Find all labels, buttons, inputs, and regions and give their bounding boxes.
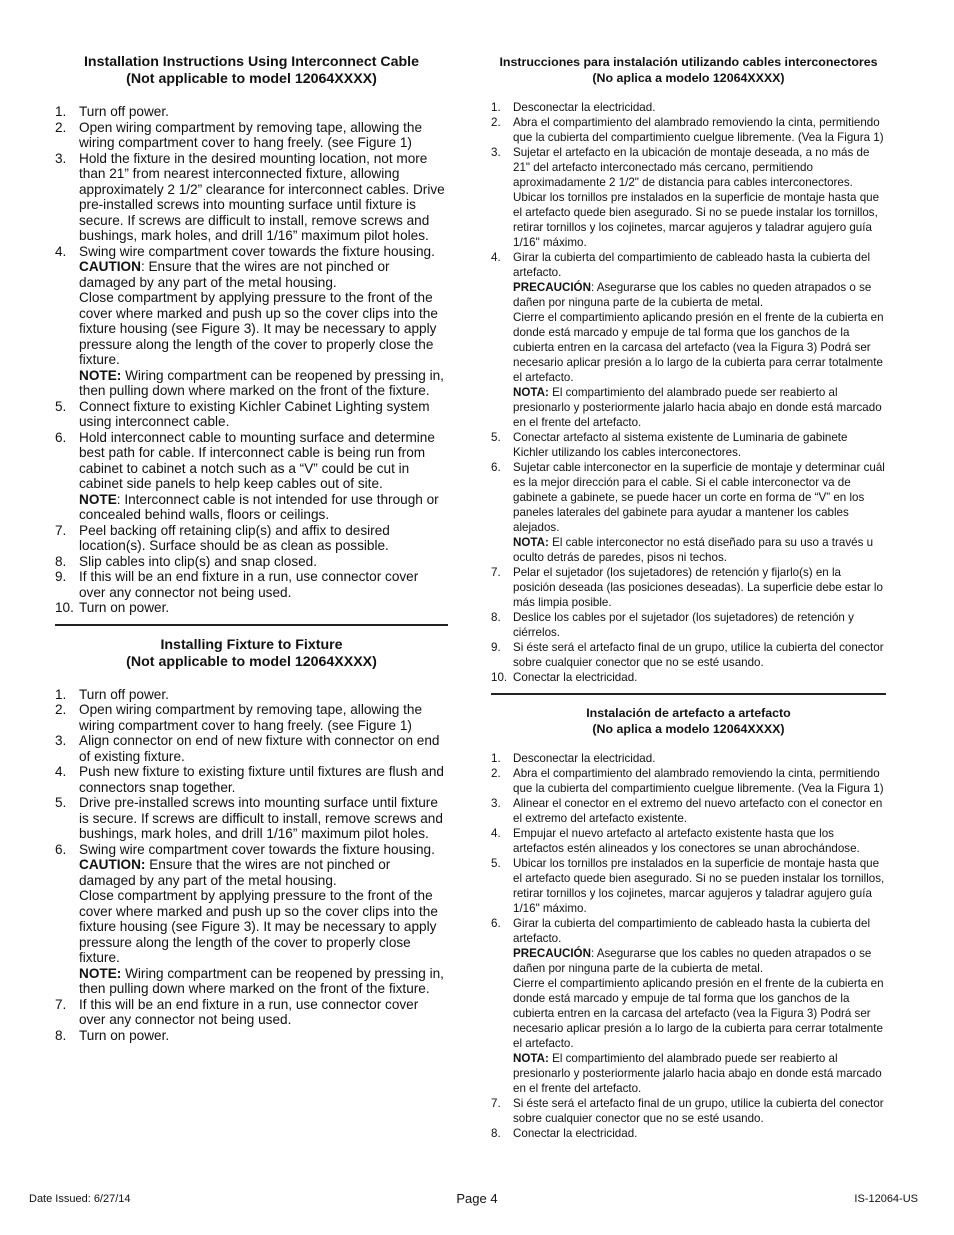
step-text bbox=[79, 430, 448, 523]
close-instructions: Close compartment by applying pressure to the front of the cover where marked and push up so the cover clips into the fixture housing (see Figure 3). It may be necessary to apply pressure along the length of the cover to properly close fixture. bbox=[79, 888, 438, 965]
step-text bbox=[513, 670, 886, 685]
step-number: 2. bbox=[491, 116, 501, 129]
step-number: 4. bbox=[55, 243, 67, 259]
step-number: 7. bbox=[491, 1097, 501, 1110]
step-number: 4. bbox=[491, 827, 501, 840]
step-item bbox=[491, 565, 886, 610]
step-paragraph: Swing wire compartment cover towards the fixture housing. bbox=[79, 243, 435, 259]
step-item bbox=[491, 100, 886, 115]
step-text bbox=[79, 244, 448, 399]
step-text bbox=[513, 100, 886, 115]
step-list bbox=[55, 104, 448, 616]
note-label: NOTE bbox=[79, 491, 117, 507]
section-title-line2: (Not applicable to model 12064XXXX) bbox=[126, 71, 377, 87]
step-item bbox=[55, 430, 448, 523]
step-list bbox=[491, 751, 886, 1141]
step-number: 5. bbox=[491, 431, 501, 444]
note-paragraph bbox=[79, 492, 448, 523]
step-text bbox=[513, 115, 886, 145]
step-text bbox=[79, 1028, 448, 1044]
step-item bbox=[55, 104, 448, 120]
step-item bbox=[491, 766, 886, 796]
step-number: 5. bbox=[491, 857, 501, 870]
step-text bbox=[79, 104, 448, 120]
step-paragraph: Conectar la electricidad. bbox=[513, 1127, 638, 1140]
step-number: 5. bbox=[55, 795, 67, 810]
spanish-interconnect-section bbox=[491, 54, 886, 685]
step-paragraph: Align connector on end of new fixture with connector on end of existing fixture. bbox=[79, 733, 440, 764]
step-paragraph: Connect fixture to existing Kichler Cabinet Lighting system using interconnect cable. bbox=[79, 398, 430, 429]
step-item bbox=[491, 115, 886, 145]
step-paragraph: Girar la cubierta del compartimiento de cableado hasta la cubierta del artefacto. bbox=[513, 251, 871, 279]
step-paragraph: Desconectar la electricidad. bbox=[513, 101, 656, 114]
note-label: NOTA: bbox=[513, 386, 549, 399]
step-item bbox=[55, 795, 448, 842]
section-title bbox=[55, 637, 448, 671]
step-text bbox=[79, 569, 448, 600]
step-text bbox=[513, 430, 886, 460]
step-text bbox=[513, 460, 886, 565]
step-number: 6. bbox=[55, 429, 67, 445]
caution-text: : Asegurarse que los cables no queden atrapados o se dañen por ninguna parte de la cubierta de metal. bbox=[513, 281, 872, 309]
step-number: 7. bbox=[55, 522, 67, 538]
step-paragraph: Pelar el sujetador (los sujetadores) de retención y fijarlo(s) en la posición deseada (las posiciones deseadas). La superficie debe estar lo más limpia posible. bbox=[513, 566, 883, 609]
step-number: 1. bbox=[55, 104, 67, 119]
step-number: 1. bbox=[491, 101, 501, 114]
note-label: NOTE: bbox=[79, 965, 122, 981]
step-item bbox=[55, 399, 448, 430]
step-number: 9. bbox=[55, 569, 67, 584]
section-title-line1: Installation Instructions Using Interconnect Cable bbox=[83, 54, 420, 70]
note-text: : Interconnect cable is not intended for use through or concealed behind walls, floors or ceilings. bbox=[79, 491, 439, 522]
caution-paragraph bbox=[79, 259, 448, 290]
step-text bbox=[79, 554, 448, 570]
step-number: 3. bbox=[491, 797, 501, 810]
step-number: 4. bbox=[55, 764, 67, 779]
step-text bbox=[79, 795, 448, 842]
step-paragraph: Hold interconnect cable to mounting surface and determine best path for cable. If interconnect cable is being run from cabinet to cabinet a notch such as a “V” could be cut in cabinet side panels to help keep cables out of site. bbox=[79, 429, 435, 491]
step-text bbox=[513, 856, 886, 916]
step-item bbox=[491, 826, 886, 856]
step-item bbox=[55, 842, 448, 997]
step-paragraph: Turn off power. bbox=[79, 104, 169, 119]
caution-label: CAUTION bbox=[79, 259, 141, 274]
close-instructions: Cierre el compartimiento aplicando presión en el frente de la cubierta en donde está marcado y empuje de tal forma que los ganchos de la cubierta entren en la carcasa del artefacto (vea la Figura 3) Podrá ser necesario aplicar presión a lo largo de la cubierta para cerrar totalmente el artefacto. bbox=[513, 311, 884, 384]
step-item bbox=[55, 764, 448, 795]
step-paragraph: Girar la cubierta del compartimiento de cableado hasta la cubierta del artefacto. bbox=[513, 917, 871, 945]
step-number: 8. bbox=[491, 1127, 501, 1140]
step-text bbox=[79, 997, 448, 1028]
step-paragraph: Sujetar el artefacto en la ubicación de montaje deseada, a no más de 21" del artefacto interconectado más cercano, permitiendo aproximadamente 2 1/2" de distancia para cables interconectores. Ubicar los tornillos pre instalados en la superficie de montaje hasta que el artefacto quede bien asegurado. Si no se puede instalar los tornillos, retirar tornillos y los cojinetes, marcar agujeros y taladrar agujero guía 1/16" máximo. bbox=[513, 146, 880, 249]
step-text bbox=[513, 145, 886, 250]
step-text bbox=[513, 1126, 886, 1141]
step-paragraph: Deslice los cables por el sujetador (los sujetadores) de retención y ciérrelos. bbox=[513, 611, 854, 639]
note-text: Wiring compartment can be reopened by pressing in, then pulling down where marked on the front of the fixture. bbox=[79, 367, 444, 398]
step-paragraph: Desconectar la electricidad. bbox=[513, 752, 656, 765]
section-title-line2: (No aplica a modelo 12064XXXX) bbox=[592, 722, 785, 736]
step-item bbox=[491, 640, 886, 670]
step-paragraph: If this will be an end fixture in a run, use connector cover over any connector not being used. bbox=[79, 569, 419, 600]
caution-label: PRECAUCIÓN bbox=[513, 947, 591, 960]
step-text bbox=[513, 250, 886, 430]
step-text bbox=[513, 565, 886, 610]
step-item bbox=[491, 916, 886, 1096]
step-text bbox=[513, 916, 886, 1096]
step-text bbox=[79, 702, 448, 733]
step-text bbox=[79, 764, 448, 795]
step-number: 6. bbox=[55, 841, 67, 857]
step-paragraph: If this will be an end fixture in a run, use connector cover over any connector not being used. bbox=[79, 996, 419, 1027]
step-item bbox=[491, 796, 886, 826]
step-item bbox=[491, 250, 886, 430]
close-instructions: Close compartment by applying pressure to the front of the cover where marked and push up so the cover clips into the fixture housing (see Figure 3). It may be necessary to apply pressure along the length of the cover to properly close the fixture. bbox=[79, 290, 438, 367]
step-number: 10. bbox=[55, 600, 74, 615]
step-list bbox=[491, 100, 886, 685]
step-paragraph: Open wiring compartment by removing tape, allowing the wiring compartment cover to hang freely. (see Figure 1) bbox=[79, 119, 423, 150]
step-item bbox=[55, 151, 448, 244]
step-text bbox=[79, 120, 448, 151]
step-item bbox=[55, 1028, 448, 1044]
step-paragraph: Conectar artefacto al sistema existente de Luminaria de gabinete Kichler utilizando los cables interconectores. bbox=[513, 431, 848, 459]
caution-text: Ensure that the wires are not pinched or damaged by any part of the metal housing. bbox=[79, 857, 391, 888]
step-item bbox=[491, 610, 886, 640]
note-paragraph bbox=[513, 385, 886, 430]
note-text: El compartimiento del alambrado puede ser reabierto al presionarlo y posteriormente jalarlo hacia abajo en donde está marcado en el frente del artefacto. bbox=[513, 386, 882, 429]
step-item bbox=[55, 244, 448, 399]
note-paragraph bbox=[513, 535, 886, 565]
caution-text: : Asegurarse que los cables no queden atrapados o se dañen por ninguna parte de la cubierta de metal. bbox=[513, 947, 872, 975]
english-interconnect-section bbox=[55, 54, 448, 616]
step-paragraph: Swing wire compartment cover towards the fixture housing. bbox=[79, 841, 435, 857]
caution-text: : Ensure that the wires are not pinched or damaged by any part of the metal housing. bbox=[79, 259, 390, 290]
step-item bbox=[491, 145, 886, 250]
caution-paragraph bbox=[513, 280, 886, 310]
spanish-column bbox=[491, 54, 886, 1141]
step-item bbox=[55, 997, 448, 1028]
note-paragraph bbox=[79, 368, 448, 399]
step-number: 3. bbox=[55, 733, 67, 748]
step-paragraph: Hold the fixture in the desired mounting location, not more than 21” from nearest interconnected fixture, allowing approximately 2 1/2” clearance for interconnect cables. Drive pre-installed screws into mounting surface until fixture is secure. If screws are difficult to install, remove screws and bushings, mark holes, and drill 1/16” maximum pilot holes. bbox=[79, 150, 445, 243]
step-paragraph: Alinear el conector en el extremo del nuevo artefacto con el conector en el extremo del artefacto existente. bbox=[513, 797, 883, 825]
step-number: 10. bbox=[491, 671, 508, 684]
step-item bbox=[55, 554, 448, 570]
step-list bbox=[55, 687, 448, 1044]
step-paragraph: Open wiring compartment by removing tape, allowing the wiring compartment cover to hang freely. (see Figure 1) bbox=[79, 702, 423, 733]
step-number: 4. bbox=[491, 251, 501, 264]
step-paragraph: Abra el compartimiento del alambrado removiendo la cinta, permitiendo que la cubierta del compartimiento cuelgue libremente. (Vea la Figura 1) bbox=[513, 116, 884, 144]
step-number: 3. bbox=[491, 146, 501, 159]
note-label: NOTE: bbox=[79, 367, 122, 383]
step-item bbox=[491, 670, 886, 685]
caution-paragraph bbox=[79, 857, 448, 888]
step-text bbox=[513, 640, 886, 670]
step-text bbox=[79, 399, 448, 430]
step-text bbox=[513, 796, 886, 826]
step-number: 2. bbox=[55, 702, 67, 717]
step-number: 3. bbox=[55, 150, 67, 166]
step-text bbox=[79, 842, 448, 997]
step-paragraph: Si éste será el artefacto final de un grupo, utilice la cubierta del conector sobre cualquier conector que no se esté usando. bbox=[513, 641, 884, 669]
step-paragraph: Slip cables into clip(s) and snap closed. bbox=[79, 553, 318, 569]
note-paragraph bbox=[79, 966, 448, 997]
step-paragraph: Drive pre-installed screws into mounting surface until fixture is secure. If screws are difficult to install, remove screws and bushings, mark holes, and drill 1/16” maximum pilot holes. bbox=[79, 795, 443, 841]
date-issued: Date Issued: 6/27/14 bbox=[29, 1193, 131, 1205]
step-paragraph: Push new fixture to existing fixture until fixtures are flush and connectors snap together. bbox=[79, 764, 444, 795]
step-number: 6. bbox=[491, 461, 501, 474]
step-number: 6. bbox=[491, 917, 501, 930]
step-number: 8. bbox=[491, 611, 501, 624]
step-item bbox=[55, 733, 448, 764]
step-item bbox=[491, 460, 886, 565]
section-title bbox=[55, 54, 448, 88]
spanish-fixture-to-fixture-section bbox=[491, 705, 886, 1141]
step-number: 2. bbox=[55, 119, 67, 135]
step-item bbox=[491, 856, 886, 916]
step-paragraph: Peel backing off retaining clip(s) and affix to desired location(s). Surface should be as clean as possible. bbox=[79, 522, 390, 553]
step-item bbox=[491, 1096, 886, 1126]
step-item bbox=[55, 702, 448, 733]
step-number: 8. bbox=[55, 553, 67, 569]
note-text: El compartimiento del alambrado puede ser reabierto al presionarlo y posteriormente jalarlo hacia abajo en donde está marcado en el frente del artefacto. bbox=[513, 1052, 882, 1095]
step-text bbox=[513, 766, 886, 796]
step-text bbox=[513, 826, 886, 856]
step-paragraph: Si éste será el artefacto final de un grupo, utilice la cubierta del conector sobre cualquier conector que no se esté usando. bbox=[513, 1097, 884, 1125]
english-fixture-to-fixture-section bbox=[55, 637, 448, 1044]
step-item bbox=[55, 523, 448, 554]
step-paragraph: Sujetar cable interconector en la superficie de montaje y determinar cuál es la mejor dirección para el cable. Si el cable interconector va de gabinete a gabinete, se puede hacer un corte en forma de “V” en los paneles laterales del gabinete para ayudar a mantener los cables alejados. bbox=[513, 461, 885, 534]
section-divider bbox=[55, 624, 448, 626]
section-divider bbox=[491, 693, 886, 695]
step-number: 8. bbox=[55, 1027, 67, 1043]
step-paragraph: Conectar la electricidad. bbox=[513, 671, 638, 684]
step-paragraph: Turn off power. bbox=[79, 686, 169, 702]
step-paragraph: Ubicar los tornillos pre instalados en la superficie de montaje hasta que el artefacto quede bien asegurado. Si no se pueden instalar los tornillos, retirar tornillos y los cojinetes, marcar agujeros y taladrar agujero guía 1/16" máximo. bbox=[513, 857, 885, 915]
caution-label: CAUTION: bbox=[79, 857, 146, 872]
section-title-line1: Instalación de artefacto a artefacto bbox=[586, 706, 791, 720]
step-number: 1. bbox=[491, 752, 501, 765]
step-number: 7. bbox=[55, 996, 67, 1012]
step-number: 5. bbox=[55, 398, 67, 414]
note-text: El cable interconector no está diseñado para su uso a través u oculto detrás de paredes, pisos ni techos. bbox=[513, 536, 874, 564]
step-paragraph: Turn on power. bbox=[79, 600, 170, 615]
note-label: NOTA: bbox=[513, 1052, 549, 1065]
step-item bbox=[55, 569, 448, 600]
section-title-line2: (No aplica a modelo 12064XXXX) bbox=[592, 71, 785, 85]
section-title-line1: Installing Fixture to Fixture bbox=[160, 636, 343, 653]
step-paragraph: Turn on power. bbox=[79, 1027, 170, 1043]
step-item bbox=[491, 1126, 886, 1141]
step-text bbox=[79, 733, 448, 764]
step-text bbox=[79, 523, 448, 554]
page-number: Page 4 bbox=[456, 1191, 498, 1206]
step-text bbox=[513, 751, 886, 766]
step-paragraph: Abra el compartimiento del alambrado removiendo la cinta, permitiendo que la cubierta del compartimiento cuelgue libremente. (Vea la Figura 1) bbox=[513, 767, 884, 795]
section-title bbox=[491, 54, 886, 86]
note-paragraph bbox=[513, 1051, 886, 1096]
step-item bbox=[55, 120, 448, 151]
step-paragraph: Empujar el nuevo artefacto al artefacto existente hasta que los artefactos estén alineados y los conectores se unan abrochándose. bbox=[513, 827, 860, 855]
step-text bbox=[79, 600, 448, 616]
document-id: IS-12064-US bbox=[854, 1193, 918, 1205]
caution-label: PRECAUCIÓN bbox=[513, 281, 591, 294]
section-title-line1: Instrucciones para instalación utilizando cables interconectores bbox=[499, 55, 878, 69]
step-item bbox=[491, 751, 886, 766]
close-instructions: Cierre el compartimiento aplicando presión en el frente de la cubierta en donde está marcado y empuje de tal forma que los ganchos de la cubierta entren en la carcasa del artefacto (vea la Figura 3) Podrá ser necesario aplicar presión a lo largo de la cubierta para cerrar totalmente el artefacto. bbox=[513, 977, 884, 1050]
note-text: Wiring compartment can be reopened by pressing in, then pulling down where marked on the front of the fixture. bbox=[79, 965, 444, 996]
step-item bbox=[55, 600, 448, 616]
step-text bbox=[79, 151, 448, 244]
english-column bbox=[55, 54, 448, 1043]
step-number: 7. bbox=[491, 566, 501, 579]
caution-paragraph bbox=[513, 946, 886, 976]
note-label: NOTA: bbox=[513, 536, 549, 549]
step-number: 9. bbox=[491, 641, 501, 654]
step-text bbox=[513, 610, 886, 640]
section-title bbox=[491, 705, 886, 737]
step-number: 2. bbox=[491, 767, 501, 780]
step-text bbox=[79, 687, 448, 703]
section-title-line2: (Not applicable to model 12064XXXX) bbox=[126, 653, 377, 670]
step-item bbox=[491, 430, 886, 460]
step-item bbox=[55, 687, 448, 703]
step-text bbox=[513, 1096, 886, 1126]
step-number: 1. bbox=[55, 686, 67, 702]
